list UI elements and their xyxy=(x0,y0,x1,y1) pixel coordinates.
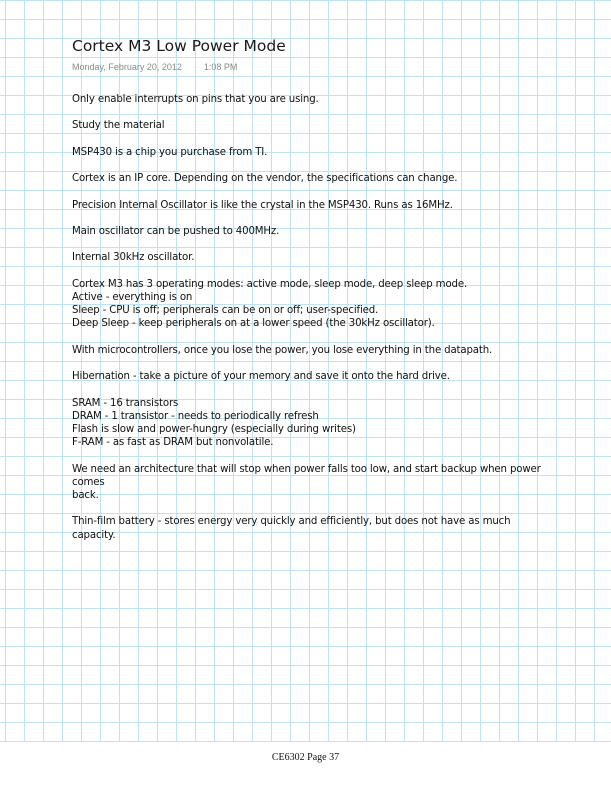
note-paragraph xyxy=(72,225,542,238)
note-line: F-RAM - as fast as DRAM but nonvolatile. xyxy=(72,437,274,449)
note-line: Precision Internal Oscillator is like the crystal in the MSP430. Runs as 16MHz. xyxy=(72,199,453,211)
note-paragraph xyxy=(72,119,542,132)
note-paragraph xyxy=(72,397,542,450)
note-line: With microcontrollers, once you lose the power, you lose everything in the datapath. xyxy=(72,344,493,356)
note-paragraph xyxy=(72,93,542,106)
note-line: Cortex is an IP core. Depending on the vendor, the specifications can change. xyxy=(72,173,458,185)
page-title: Cortex M3 Low Power Mode xyxy=(72,37,286,55)
note-line: Main oscillator can be pushed to 400MHz. xyxy=(72,225,280,237)
note-paragraph xyxy=(72,370,542,383)
page-meta xyxy=(72,62,237,72)
note-paragraph xyxy=(72,146,542,159)
note-line: Study the material xyxy=(72,120,165,132)
note-line: Sleep - CPU is off; peripherals can be on or off; user-specified. xyxy=(72,305,379,317)
note-line: Only enable interrupts on pins that you are using. xyxy=(72,94,319,105)
note-line: Deep Sleep - keep peripherals on at a lower speed (the 30kHz oscillator). xyxy=(72,318,435,330)
note-paragraph xyxy=(72,199,542,212)
note-paragraph xyxy=(72,251,542,264)
note-paragraph xyxy=(72,515,542,541)
page-time: 1:08 PM xyxy=(203,62,238,72)
note-line: MSP430 is a chip you purchase from TI. xyxy=(72,146,268,158)
note-line: back. xyxy=(72,489,99,501)
note-line: Cortex M3 has 3 operating modes: active mode, sleep mode, deep sleep mode. xyxy=(72,278,468,290)
note-line: Active - everything is on xyxy=(72,291,193,303)
note-paragraph xyxy=(72,344,542,357)
page-footer: CE6302 Page 37 xyxy=(271,752,340,763)
note-body xyxy=(72,93,542,555)
note-line: We need an architecture that will stop when power falls too low, and start backup when power comes xyxy=(72,463,541,488)
note-line: DRAM - 1 transistor - needs to periodically refresh xyxy=(72,410,319,422)
note-line: Internal 30kHz oscillator. xyxy=(72,252,195,264)
note-line: Hibernation - take a picture of your memory and save it onto the hard drive. xyxy=(72,371,450,383)
note-paragraph xyxy=(72,463,542,503)
note-line: Flash is slow and power-hungry (especially during writes) xyxy=(72,423,356,435)
note-paragraph xyxy=(72,278,542,331)
page-date: Monday, February 20, 2012 xyxy=(72,62,182,72)
note-line: Thin-film battery - stores energy very quickly and efficiently, but does not have as much capacity. xyxy=(72,516,511,541)
note-paragraph xyxy=(72,172,542,185)
note-line: SRAM - 16 transistors xyxy=(72,397,179,409)
